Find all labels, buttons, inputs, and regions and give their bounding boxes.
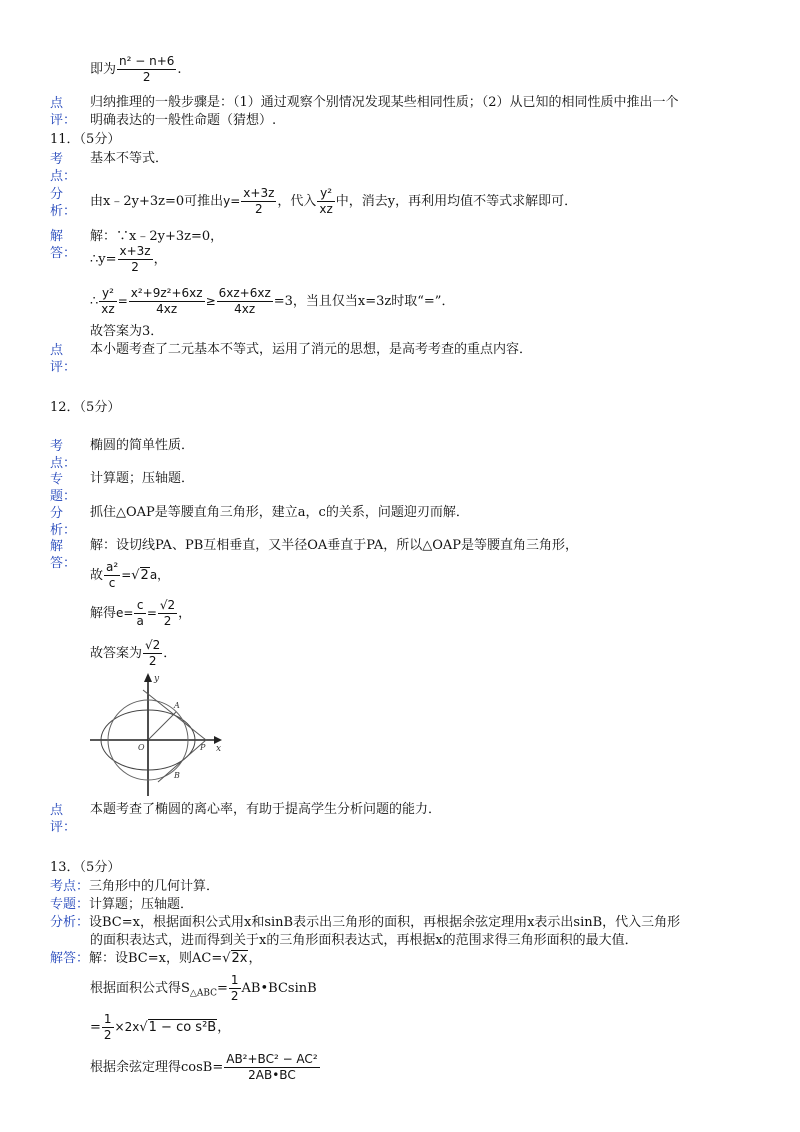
q13-solution-line4: 根据余弦定理得cosB= $\frac{\text{AB²+BC² − AC²}}{2AB•BC}$ [90, 1052, 318, 1082]
q10-result-line: 即为 $\frac{\text{n² − n+6}}{2}$ . [90, 54, 182, 84]
q12-zhuanti: 计算题；压轴题． [90, 471, 195, 486]
q13-header: 13．（5分） [50, 860, 121, 875]
q12-fenxi: 抓住△OAP是等腰直角三角形，建立a，c的关系，问题迎刃而解． [90, 505, 469, 520]
q11-solution-line4: 故答案为3． [90, 324, 164, 339]
label-x: x [216, 744, 222, 754]
q12-kaodian-label: 考 点： [50, 439, 77, 471]
q13-solution-line1: 解答：解：设BC=x，则AC=√2x， [50, 951, 262, 966]
tangent-pa [143, 690, 206, 740]
label-p: P [200, 743, 206, 752]
q10-comment-line2: 明确表达的一般性命题（猜想）. [90, 113, 277, 128]
q12-zhuanti-label: 专 题： [50, 472, 77, 504]
q13-zhuanti-row: 专题：计算题；压轴题． [50, 897, 194, 912]
q12-solution-line2: 故 $\frac{\text{a²}}{c}$ =√2a， [90, 560, 170, 590]
q12-solution-line1: 解：设切线PA、PB互相垂直，又半径OA垂直于PA，所以△OAP是等腰直角三角形， [90, 538, 579, 553]
q11-kaodian-label: 考 点： [50, 152, 77, 184]
label-y: y [154, 674, 160, 684]
label-a: A [174, 701, 180, 710]
q13-fenxi-row: 分析：设BC=x，根据面积公式用x和sinB表示出三角形的面积，再根据余弦定理用x表示出sinB，代入三角形 [50, 915, 681, 930]
q10-comment-line1: 归纳推理的一般步骤是：（1）通过观察个别情况发现某些相同性质；（2）从已知的相同性质中推出一个 [90, 95, 679, 110]
q13-fenxi-line2: 的面积表达式，进而得到关于x的三角形面积表达式，再根据x的范围求得三角形面积的最大值． [90, 933, 638, 948]
q12-comment-label: 点 评： [50, 803, 77, 835]
label-o: O [138, 743, 145, 752]
q11-kaodian: 基本不等式． [90, 151, 169, 166]
ellipse-figure [88, 670, 228, 798]
radius-oa [148, 712, 176, 740]
q12-header: 12．（5分） [50, 400, 121, 415]
q10-comment-label: 点 评： [50, 96, 77, 128]
q12-solution-line4: 故答案为 $\frac{√2}{2}$ ． [90, 638, 177, 668]
q12-comment: 本题考查了椭圆的离心率，有助于提高学生分析问题的能力． [90, 802, 442, 817]
q12-jieda-label: 解 答： [50, 539, 77, 571]
q11-fenxi: 由x﹣2y+3z=0可推出y= $\frac{x+3z}{2}$ ，代入 $\frac{\text{y²}}{xz}$ 中，消去y，再利用均值不等式求解即可． [90, 186, 578, 216]
q11-header: 11．（5分） [50, 132, 121, 147]
q11-fenxi-label: 分 析： [50, 187, 77, 219]
x-axis-arrow [214, 736, 222, 744]
q10-fraction: $\frac{\text{n² − n+6}}{2}$ [119, 54, 175, 84]
q12-fenxi-label: 分 析： [50, 506, 77, 538]
q11-solution-line2: ∴y= $\frac{x+3z}{2}$ ， [90, 244, 167, 274]
q11-comment: 本小题考查了二元基本不等式，运用了消元的思想，是高考考查的重点内容． [90, 342, 533, 357]
q13-solution-line3: = $\frac{1}{2}$ ×2x√1 − co s²B， [90, 1012, 231, 1042]
q11-solution-line3: ∴ $\frac{\text{y²}}{xz}$ = $\frac{\text{x²+9z²+6xz}}{4xz}$ ≥ $\frac{6xz+6xz}{4xz}$ =3，当且仅当x=3z时取“=”． [90, 286, 455, 316]
q12-solution-line3: 解得e= $\frac{c}{a}$ = $\frac{√2}{2}$ ， [90, 598, 192, 628]
tangent-pb [158, 740, 206, 782]
q12-kaodian: 椭圆的简单性质． [90, 438, 195, 453]
y-axis-arrow [144, 673, 152, 682]
q11-solution-line1: 解：∵x﹣2y+3z=0， [90, 229, 224, 244]
label-b: B [174, 771, 180, 780]
q13-kaodian-row: 考点：三角形中的几何计算． [50, 879, 220, 894]
q11-comment-label: 点 评： [50, 343, 77, 375]
q11-jieda-label: 解 答： [50, 229, 77, 261]
q13-solution-line2: 根据面积公式得$S_{\triangle ABC}=$ $\frac{1}{2}$ AB•BCsinB [90, 973, 317, 1003]
